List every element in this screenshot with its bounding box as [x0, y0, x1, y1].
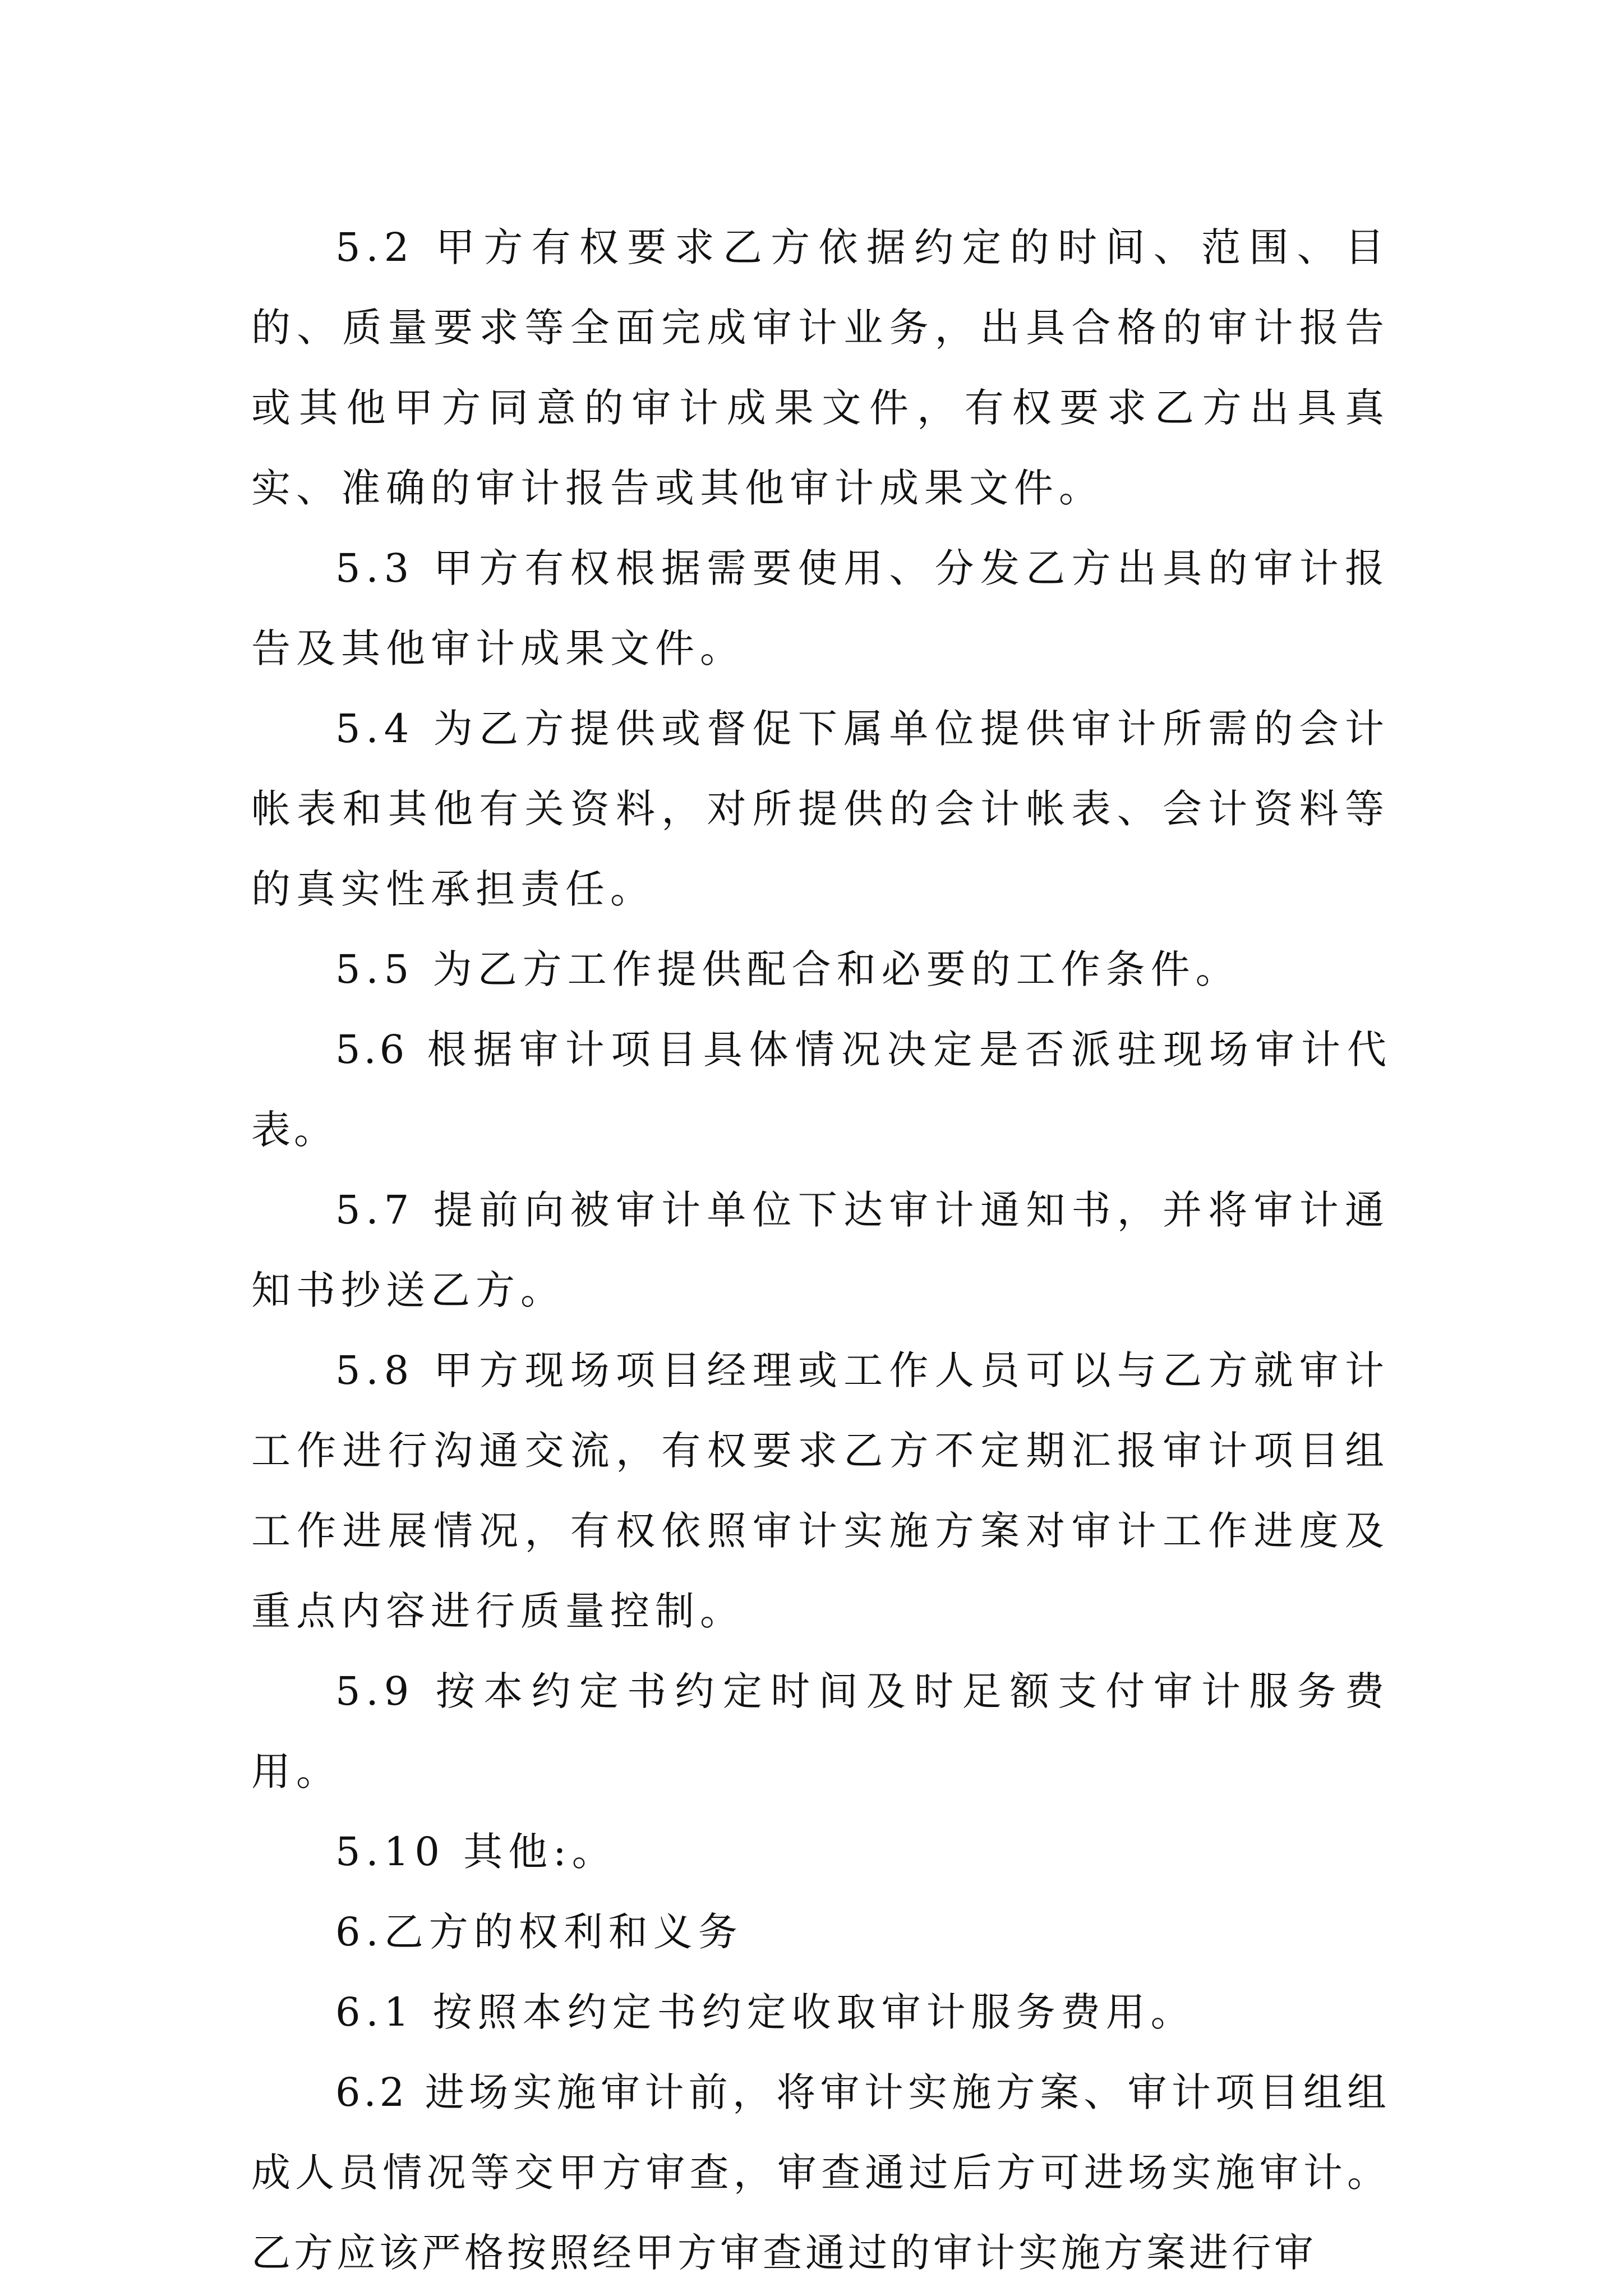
clause-5-2: 5.2 甲方有权要求乙方依据约定的时间、范围、目的、质量要求等全面完成审计业务，出具合格的审计报告或其他甲方同意的审计成果文件，有权要求乙方出具真实、准确的审计报告或其他审计成果文件。 — [251, 224, 1390, 511]
clause-5-3: 5.3 甲方有权根据需要使用、分发乙方出具的审计报告及其他审计成果文件。 — [251, 545, 1390, 671]
document-body — [251, 208, 1390, 2293]
clause-5-10: 5.10 其他:。 — [335, 1829, 617, 1875]
clause-5-8: 5.8 甲方现场项目经理或工作人员可以与乙方就审计工作进行沟通交流，有权要求乙方不定期汇报审计项目组工作进展情况，有权依照审计实施方案对审计工作进度及重点内容进行质量控制。 — [251, 1347, 1390, 1634]
clause-5-4: 5.4 为乙方提供或督促下属单位提供审计所需的会计帐表和其他有关资料，对所提供的会计帐表、会计资料等的真实性承担责任。 — [251, 706, 1390, 912]
clause-5-5: 5.5 为乙方工作提供配合和必要的工作条件。 — [335, 946, 1241, 992]
clause-6-2: 6.2 进场实施审计前，将审计实施方案、审计项目组组成人员情况等交甲方审查，审查通过后方可进场实施审计。乙方应该严格按照经甲方审查通过的审计实施方案进行审 — [251, 2069, 1390, 2276]
clause-5-6: 5.6 根据审计项目具体情况决定是否派驻现场审计代表。 — [251, 1027, 1390, 1153]
clause-5-7: 5.7 提前向被审计单位下达审计通知书，并将审计通知书抄送乙方。 — [251, 1187, 1390, 1313]
clause-6-1: 6.1 按照本约定书约定收取审计服务费用。 — [335, 1989, 1196, 2035]
section-6-heading: 6.乙方的权利和义务 — [335, 1909, 743, 1955]
clause-5-9: 5.9 按本约定书约定时间及时足额支付审计服务费用。 — [251, 1668, 1390, 1795]
